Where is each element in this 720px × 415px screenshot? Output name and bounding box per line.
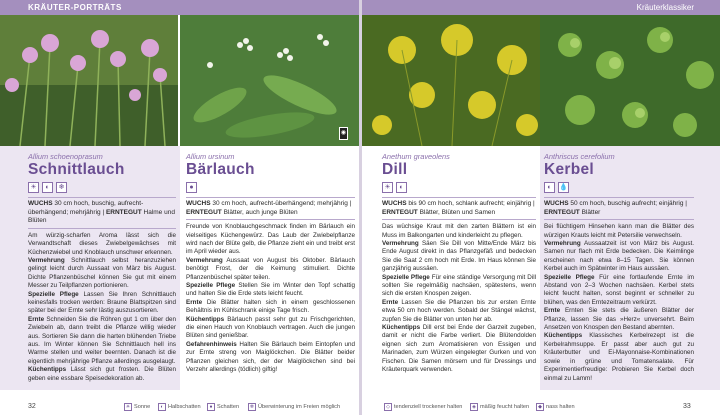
dill-photo [362, 15, 540, 146]
legend-dry: ◇ tendenziell trockener halten [384, 403, 462, 411]
chives-photo [0, 15, 178, 146]
herb-description: Das wüchsige Kraut mit den zarten Blättern ist ein Muss im Balkongarten und kinderleicht zu pflegen. Vermehrung Säen Sie Dill von Mitte/Ende März bis Ende August direkt in das Pflanzgefäß und bedecken Sie die Saat 2 cm hoch mit Erde. Im Haus können Sie ganzjährig aussäen. Spezielle Pflege Für eine ständige Versorgung mit Dill sollten Sie regelmäßig nachsäen, spätestens, wenn sich die ersten Knospen zeigen. Ernte Lassen Sie die Pflanzen bis zur ersten Ernte etwa 50 cm hoch werden. Sobald der Stängel wächst, zupfen Sie die Blätter von unten her ab. Küchentipps Dill erst bei Ende der Garzeit zugeben, damit er nicht die Farbe verliert. Die Blütendolden eignen sich zum Aromatisieren von Essigen und Marinaden, zum Würzen eingelegter Gurken und von Fischen. Die Samen mörsern und für Dressings und Kräuterquark verwenden. [382, 223, 537, 374]
latin-name: Allium schoenoprasum [28, 152, 103, 161]
legend-half-shade: ◐ Halbschatten [158, 403, 201, 411]
winter-hardy-icon: ❄ [249, 404, 255, 410]
moist-icon: ◈ [470, 403, 478, 411]
page-number-left: 32 [28, 403, 36, 410]
page-footer [0, 395, 720, 415]
moist-icon: 💧 [559, 184, 568, 191]
herb-name: Bärlauch [186, 161, 255, 178]
dry-icon: ◇ [384, 403, 392, 411]
winter-hardy-icon: ❄ [56, 182, 67, 193]
herb-name: Kerbel [544, 161, 595, 178]
legend-wet: ◆ nass halten [536, 403, 575, 411]
wild-garlic-photo [180, 15, 359, 146]
half-shade-icon: ◐ [42, 182, 53, 193]
shade-icon: ● [207, 403, 215, 411]
legend-sun: ☀ Sonne [125, 404, 151, 410]
latin-name: Anthriscus cerefolium [544, 152, 615, 161]
growth-info: WUCHS 50 cm hoch, buschig aufrecht; einjährig | ERNTEGUT Blätter [544, 197, 694, 220]
latin-name: Anethum graveolens [382, 152, 450, 161]
care-icons [28, 182, 176, 193]
legend-winter-hardy: ❄ Überwinterung im Freien möglich [249, 404, 341, 410]
herb-description: Bei flüchtigem Hinsehen kann man die Blätter des würzigen Krauts leicht mit Petersilie verwechseln. Vermehrung Aussaatzeit ist von März bis August. Samen nur flach mit Erde bedecken. Die Keimlinge erscheinen nach etwa 8–15 Tagen. Sie können Kerbel auch im Spätwinter im Haus aussäen. Spezielle Pflege Für eine fortlaufende Ernte im Abstand von 2–3 Wochen nachsäen. Kerbel stets leicht feucht halten, sonst beginnt er schneller zu blühen, was den Erntezeitraum verkürzt. Ernte Ernten Sie stets die äußeren Blätter der Pflanze, lassen Sie das »Herz« unversehrt. Beim Ansetzen von Knospen den Bestand abernten. Küchentipps Klassisches Kerbelrezept ist die Kerbelrahmsuppe. Er passt aber auch gut zu Kräuterbutter und Ei-Mayonnaise-Kombinationen sowie in grüne und Tomatensalate. Für Experimentierfreudige: Probieren Sie Kerbel doch einmal zu Lamm! [544, 223, 695, 382]
page-number-right: 33 [683, 403, 691, 410]
care-icons [382, 182, 536, 193]
chervil-photo [540, 15, 720, 146]
herb-name: Schnittlauch [28, 161, 125, 178]
growth-info: WUCHS bis 90 cm hoch, schlank aufrecht; einjährig | ERNTEGUT Blätter, Blüten und Samen [382, 197, 536, 220]
chapter-header: KRÄUTER-PORTRÄTS [0, 0, 360, 15]
sun-icon: ☀ [28, 182, 39, 193]
sun-icon: ☀ [125, 404, 131, 410]
herb-card-kerbel [540, 146, 720, 390]
half-shade-icon: ◐ [396, 182, 407, 193]
latin-name: Allium ursinum [186, 152, 235, 161]
herb-description: Am würzig-scharfen Aroma lässt sich die Verwandtschaft dieses Zwiebelgewächses mit Küchenzwiebel und Knoblauch unschwer erkennen. Vermehrung Schnittlauch selbst heranzuziehen gelingt leicht durch Aussaat von März bis August. Dichte Pflanzenbüschel können Sie gut mit einem Messer zu Teilpflanzen portionieren. Spezielle Pflege Lassen Sie Ihren Schnittlauch keinesfalls trocken werden: Braune Blattspitzen sind später bei der Ernte sehr lästig auszusortieren. Ernte Schneiden Sie die Röhren gut 1 cm über den Zwiebeln ab, dann treibt die Pflanze willig wieder aus. Sortieren Sie dann die harten blühenden Triebe aus. Im Winter können Sie Schnittlauch hell ins Warme stellen und weiter beernten. Danach ist die eigentlich mehrjährige Pflanze allerdings ausgelaugt. Küchentipps Lässt sich gut frosten. Die Blüten geben eine essbare Speisedekoration ab. [28, 231, 177, 382]
half-shade-icon: ◐ [158, 403, 166, 411]
herb-card-dill [362, 146, 540, 390]
growth-info: WUCHS 30 cm hoch, aufrecht-überhängend; mehrjährig | ERNTEGUT Blätter, auch junge Blüten [186, 197, 355, 220]
growth-info: WUCHS 30 cm hoch, buschig, aufrecht-überhängend; mehrjährig | ERNTEGUT Halme und Blüten [28, 197, 176, 229]
wet-icon: ◆ [536, 403, 544, 411]
sun-icon: ☀ [382, 182, 393, 193]
herb-name: Dill [382, 161, 408, 178]
care-icons [186, 182, 355, 193]
legend-shade: ● Schatten [207, 403, 239, 411]
section-header: Kräuterklassiker [362, 0, 720, 15]
herb-description: Freunde von Knoblauchgeschmack finden im Bärlauch ein vielseitiges Küchengewürz. Das Laub der Zwiebelpflanze wird nach der Blüte gelb, die Pflanze zieht ein und treibt erst im April wieder aus. Vermehrung Aussaat von August bis Oktober. Bärlauch benötigt Frost, der die Keimung stimuliert. Dichte Pflanzenbüschel später teilen. Spezielle Pflege Stellen Sie im Winter den Topf schattig und halten Sie die Erde stets leicht feucht. Ernte Die Blätter halten sich in einem geschlossenen Behältnis im Kühlschrank einige Tage frisch. Küchentipps Bärlauch passt sehr gut zu Frischgerichten, die einen Hauch von Knoblauch vertragen. Auch die jungen Blüten sind genießbar. Gefahrenhinweis Halten Sie Bärlauch beim Eintopfen und zur Ernte streng von Maiglöckchen. Die Blätter beider Pflanzen gleichen sich, der der Maiglöckchen sind bei Verzehr allerdings (tödlich) giftig! [186, 223, 356, 374]
shade-icon: ● [186, 182, 197, 193]
herb-card-baerlauch [182, 146, 359, 390]
half-shade-icon: ◐ [544, 182, 555, 193]
care-icons [544, 182, 694, 193]
bookmark-icon: ◉ [339, 127, 348, 140]
herb-card-schnittlauch [0, 146, 180, 390]
legend-moist: ◈ mäßig feucht halten [470, 403, 529, 411]
